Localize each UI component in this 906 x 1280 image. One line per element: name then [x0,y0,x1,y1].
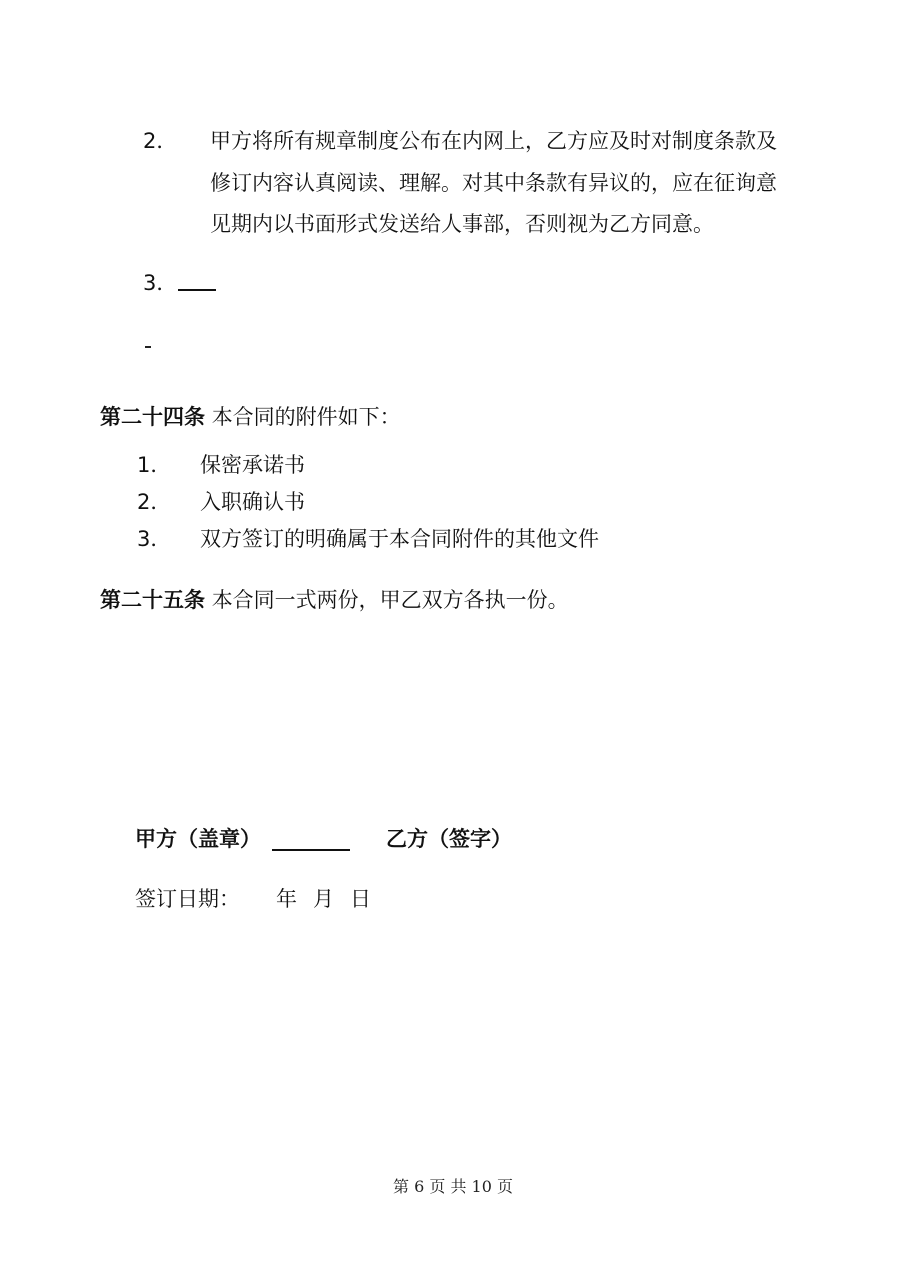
attachment-3-text: 双方签订的明确属于本合同附件的其他文件 [200,527,599,551]
attachment-1-number: 1． [137,453,172,477]
article25-text: 本合同一式两份，甲乙双方各执一份。 [211,588,569,612]
attachment-2-number: 2． [137,490,172,514]
item2-line-3: 见期内以书面形式发送给人事部，否则视为乙方同意。 [210,212,714,236]
attachment-1-text: 保密承诺书 [200,453,305,477]
signing-date-label: 签订日期： [135,887,240,911]
attachment-3-number: 3． [137,527,172,551]
item2-line-2: 修订内容认真阅读、理解。对其中条款有异议的，应在征询意 [210,171,777,195]
party-b-sign-label: 乙方（签字） [386,827,512,851]
article24-paragraph [100,401,401,433]
item2-line-1: 甲方将所有规章制度公布在内网上，乙方应及时对制度条款及 [210,129,777,153]
item2-number: 2． [143,129,178,153]
signing-date-day: 日 [350,887,371,911]
party-a-seal-label: 甲方（盖章） [135,827,261,851]
article25-paragraph [100,584,569,616]
attachment-2-text: 入职确认书 [200,490,305,514]
stray-dash-mark [145,346,151,348]
article24-text: 本合同的附件如下： [211,405,401,429]
item3-blank-line [178,289,216,291]
page-footer: 第 6 页 共 10 页 [393,1177,513,1196]
item3-number: 3． [143,271,178,295]
signing-date-month: 月 [313,887,334,911]
article25-heading: 第二十五条 [100,588,205,612]
party-a-signature-line [272,849,350,851]
signing-date-year: 年 [276,887,297,911]
article24-heading: 第二十四条 [100,405,205,429]
